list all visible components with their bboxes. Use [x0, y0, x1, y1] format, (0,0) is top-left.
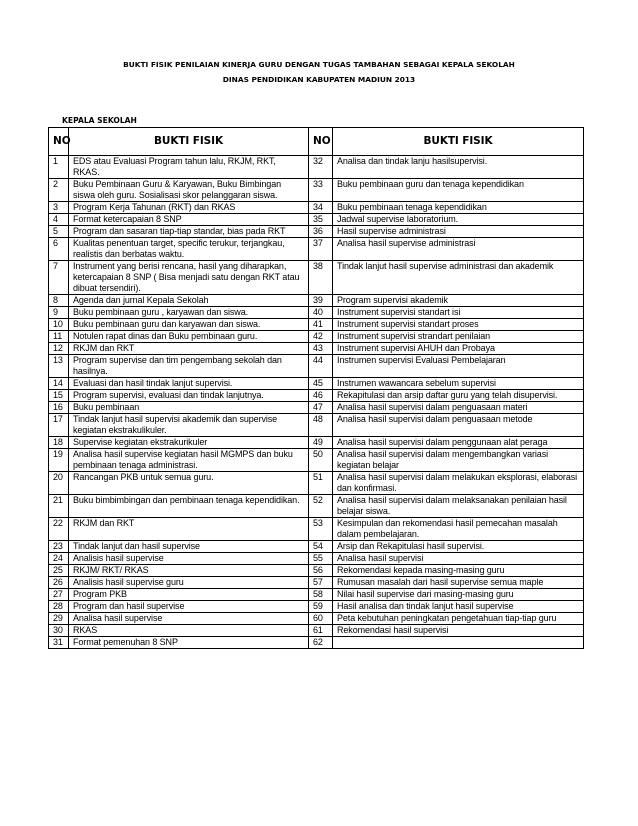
table-row: [49, 202, 584, 214]
evidence-item-right: Rekomendasi hasil supervisi: [333, 625, 584, 637]
row-number-right: 35: [309, 214, 333, 226]
table-row: [49, 449, 584, 472]
table-row: [49, 355, 584, 378]
evidence-item-left: Instrument yang berisi rencana, hasil yang diharapkan, ketercapaian 8 SNP ( Bisa menjadi satu dengan RKT atau dibuat tersendiri).: [69, 261, 309, 295]
row-number-left: 29: [49, 613, 69, 625]
table-row: [49, 343, 584, 355]
table-row: [49, 307, 584, 319]
evidence-item-left: Program dan hasil supervise: [69, 601, 309, 613]
row-number-right: 47: [309, 402, 333, 414]
evidence-item-left: Analisa hasil supervise kegiatan hasil MGMPS dan buku pembinaan tenaga administrasi.: [69, 449, 309, 472]
table-header-row: [49, 128, 584, 156]
evidence-item-right: Analisa hasil supervisi dalam penggunaan alat peraga: [333, 437, 584, 449]
row-number-right: 32: [309, 156, 333, 179]
evidence-item-right: Program supervisi akademik: [333, 295, 584, 307]
evidence-item-right: Analisa hasil supervise administrasi: [333, 238, 584, 261]
table-row: [49, 238, 584, 261]
evidence-item-left: RKAS: [69, 625, 309, 637]
evidence-item-left: Program Kerja Tahunan (RKT) dan RKAS: [69, 202, 309, 214]
evidence-item-left: Analisis hasil supervise guru: [69, 577, 309, 589]
row-number-right: 62: [309, 637, 333, 649]
evidence-item-left: Format pemenuhan 8 SNP: [69, 637, 309, 649]
row-number-left: 28: [49, 601, 69, 613]
evidence-item-right: Peta kebutuhan peningkatan pengetahuan tiap-tiap guru: [333, 613, 584, 625]
row-number-right: 39: [309, 295, 333, 307]
row-number-left: 17: [49, 414, 69, 437]
table-row: [49, 214, 584, 226]
evidence-item-right: Analisa hasil supervisi: [333, 553, 584, 565]
row-number-left: 16: [49, 402, 69, 414]
table-row: [49, 437, 584, 449]
row-number-right: 42: [309, 331, 333, 343]
evidence-item-right: Tindak lanjut hasil supervise administrasi dan akademik: [333, 261, 584, 295]
table-row: [49, 179, 584, 202]
row-number-left: 2: [49, 179, 69, 202]
row-number-left: 27: [49, 589, 69, 601]
evidence-item-left: Format ketercapaian 8 SNP: [69, 214, 309, 226]
row-number-right: 50: [309, 449, 333, 472]
evidence-item-left: RKJM dan RKT: [69, 343, 309, 355]
row-number-left: 19: [49, 449, 69, 472]
evidence-item-right: Buku pembinaan guru dan tenaga kependidikan: [333, 179, 584, 202]
table-row: [49, 261, 584, 295]
evidence-item-right: Kesimpulan dan rekomendasi hasil pemecahan masalah dalam pembelajaran.: [333, 518, 584, 541]
evidence-item-left: Buku Pembinaan Guru & Karyawan, Buku Bimbingan siswa oleh guru. Sosialisasi skor pelanggaran siswa.: [69, 179, 309, 202]
evidence-item-right: Analisa dan tindak lanju hasilsupervisi.: [333, 156, 584, 179]
row-number-right: 38: [309, 261, 333, 295]
evidence-item-right: Rekapitulasi dan arsip daftar guru yang telah disupervisi.: [333, 390, 584, 402]
evidence-item-right: Instrument supervisi AHUH dan Probaya: [333, 343, 584, 355]
table-row: [49, 319, 584, 331]
evidence-item-left: Program supervisi, evaluasi dan tindak lanjutnya.: [69, 390, 309, 402]
row-number-left: 8: [49, 295, 69, 307]
column-header-bukti-right: BUKTI FISIK: [333, 128, 584, 156]
evidence-item-left: Kualitas penentuan target, specific terukur, terjangkau, realistis dan berbatas waktu.: [69, 238, 309, 261]
evidence-item-left: EDS atau Evaluasi Program tahun lalu, RKJM, RKT, RKAS.: [69, 156, 309, 179]
evidence-item-right: Analisa hasil supervisi dalam penguasaan metode: [333, 414, 584, 437]
table-row: [49, 156, 584, 179]
evidence-item-left: Buku bimbimbingan dan pembinaan tenaga kependidikan.: [69, 495, 309, 518]
evidence-item-right: Analisa hasil supervisi dalam mengembangkan variasi kegiatan belajar: [333, 449, 584, 472]
evidence-item-left: Evaluasi dan hasil tindak lanjut supervisi.: [69, 378, 309, 390]
row-number-right: 58: [309, 589, 333, 601]
row-number-right: 40: [309, 307, 333, 319]
section-label: KEPALA SEKOLAH: [62, 116, 137, 125]
row-number-right: 43: [309, 343, 333, 355]
row-number-right: 60: [309, 613, 333, 625]
row-number-right: 46: [309, 390, 333, 402]
row-number-left: 30: [49, 625, 69, 637]
evidence-item-left: Buku pembinaan guru dan karyawan dan siswa.: [69, 319, 309, 331]
column-header-no-left: NO: [49, 128, 69, 156]
evidence-item-left: Program dan sasaran tiap-tiap standar, bias pada RKT: [69, 226, 309, 238]
row-number-right: 34: [309, 202, 333, 214]
evidence-item-right: Analisa hasil supervisi dalam melaksanakan penilaian hasil belajar siswa.: [333, 495, 584, 518]
row-number-left: 25: [49, 565, 69, 577]
row-number-left: 7: [49, 261, 69, 295]
row-number-right: 55: [309, 553, 333, 565]
evidence-item-left: Notulen rapat dinas dan Buku pembinaan guru.: [69, 331, 309, 343]
row-number-left: 14: [49, 378, 69, 390]
evidence-item-left: Analisis hasil supervise: [69, 553, 309, 565]
evidence-item-right: Arsip dan Rekapitulasi hasil supervisi.: [333, 541, 584, 553]
row-number-left: 9: [49, 307, 69, 319]
row-number-left: 22: [49, 518, 69, 541]
row-number-left: 6: [49, 238, 69, 261]
evidence-item-right: Rekomendasi kepada masing-masing guru: [333, 565, 584, 577]
row-number-left: 15: [49, 390, 69, 402]
row-number-left: 20: [49, 472, 69, 495]
row-number-right: 33: [309, 179, 333, 202]
evidence-item-left: Buku pembinaan: [69, 402, 309, 414]
column-header-bukti-left: BUKTI FISIK: [69, 128, 309, 156]
evidence-item-right: Instrumen supervisi Evaluasi Pembelajaran: [333, 355, 584, 378]
table-row: [49, 402, 584, 414]
table-row: [49, 226, 584, 238]
table-row: [49, 472, 584, 495]
row-number-left: 24: [49, 553, 69, 565]
row-number-right: 36: [309, 226, 333, 238]
table-row: [49, 613, 584, 625]
evidence-item-right: Buku pembinaan tenaga kependidikan: [333, 202, 584, 214]
table-row: [49, 577, 584, 589]
evidence-item-right: Hasil supervise administrasi: [333, 226, 584, 238]
evidence-item-left: Program supervise dan tim pengembang sekolah dan hasilnya.: [69, 355, 309, 378]
table-row: [49, 378, 584, 390]
evidence-item-left: Supervise kegiatan ekstrakurikuler: [69, 437, 309, 449]
evidence-item-left: Tindak lanjut dan hasil supervise: [69, 541, 309, 553]
evidence-item-right: [333, 637, 584, 649]
row-number-left: 18: [49, 437, 69, 449]
evidence-item-left: Analisa hasil supervise: [69, 613, 309, 625]
row-number-right: 51: [309, 472, 333, 495]
row-number-right: 56: [309, 565, 333, 577]
row-number-left: 4: [49, 214, 69, 226]
evidence-item-left: Program PKB: [69, 589, 309, 601]
evidence-item-right: Analisa hasil supervisi dalam melakukan eksplorasi, elaborasi dan konfirmasi.: [333, 472, 584, 495]
evidence-item-left: Rancangan PKB untuk semua guru.: [69, 472, 309, 495]
table-row: [49, 414, 584, 437]
evidence-item-left: Tindak lanjut hasil supervisi akademik dan supervise kegiatan ekstrakulikuler.: [69, 414, 309, 437]
evidence-item-right: Nilai hasil supervise dari masing-masing guru: [333, 589, 584, 601]
table-row: [49, 625, 584, 637]
evidence-item-right: Instrument supervisi standart proses: [333, 319, 584, 331]
row-number-right: 48: [309, 414, 333, 437]
table-row: [49, 565, 584, 577]
evidence-item-right: Rumusan masalah dari hasil supervise semua maple: [333, 577, 584, 589]
evidence-table: [48, 127, 584, 649]
table-row: [49, 601, 584, 613]
evidence-item-right: Analisa hasil supervisi dalam penguasaan materi: [333, 402, 584, 414]
table-row: [49, 589, 584, 601]
row-number-left: 10: [49, 319, 69, 331]
table-row: [49, 553, 584, 565]
evidence-item-right: Instrumen wawancara sebelum supervisi: [333, 378, 584, 390]
evidence-item-right: Hasil analisa dan tindak lanjut hasil supervise: [333, 601, 584, 613]
row-number-right: 49: [309, 437, 333, 449]
row-number-left: 5: [49, 226, 69, 238]
row-number-left: 3: [49, 202, 69, 214]
row-number-left: 12: [49, 343, 69, 355]
row-number-right: 52: [309, 495, 333, 518]
row-number-left: 31: [49, 637, 69, 649]
table-row: [49, 390, 584, 402]
row-number-right: 44: [309, 355, 333, 378]
table-row: [49, 637, 584, 649]
table-row: [49, 518, 584, 541]
row-number-left: 11: [49, 331, 69, 343]
row-number-right: 37: [309, 238, 333, 261]
column-header-no-right: NO: [309, 128, 333, 156]
row-number-right: 59: [309, 601, 333, 613]
document-subtitle: DINAS PENDIDIKAN KABUPATEN MADIUN 2013: [222, 75, 416, 84]
row-number-right: 54: [309, 541, 333, 553]
row-number-right: 61: [309, 625, 333, 637]
document-title: BUKTI FISIK PENILAIAN KINERJA GURU DENGAN TUGAS TAMBAHAN SEBAGAI KEPALA SEKOLAH: [123, 60, 515, 69]
evidence-item-left: Agenda dan jurnal Kepala Sekolah: [69, 295, 309, 307]
evidence-item-left: RKJM dan RKT: [69, 518, 309, 541]
table-row: [49, 541, 584, 553]
row-number-right: 57: [309, 577, 333, 589]
evidence-item-right: Jadwal supervise laboratorium.: [333, 214, 584, 226]
row-number-left: 1: [49, 156, 69, 179]
evidence-item-right: Instrument supervisi strandart penilaian: [333, 331, 584, 343]
table-row: [49, 295, 584, 307]
row-number-right: 45: [309, 378, 333, 390]
row-number-left: 21: [49, 495, 69, 518]
row-number-left: 13: [49, 355, 69, 378]
evidence-item-left: Buku pembinaan guru , karyawan dan siswa.: [69, 307, 309, 319]
table-row: [49, 495, 584, 518]
row-number-right: 53: [309, 518, 333, 541]
row-number-left: 23: [49, 541, 69, 553]
table-row: [49, 331, 584, 343]
evidence-item-right: Instrument supervisi standart isi: [333, 307, 584, 319]
row-number-left: 26: [49, 577, 69, 589]
evidence-item-left: RKJM/ RKT/ RKAS: [69, 565, 309, 577]
row-number-right: 41: [309, 319, 333, 331]
